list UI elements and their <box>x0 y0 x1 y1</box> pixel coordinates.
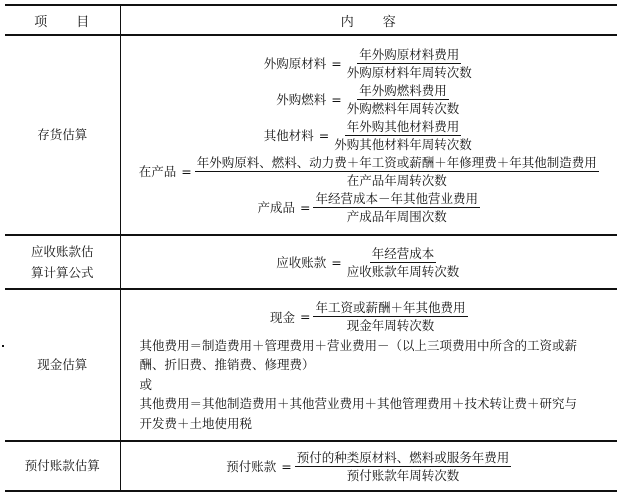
formula-other-material: 其他材料 = $\frac{\text{年外购其他材料费用}}{\text{外购其他材料年周转次数}}$ <box>263 118 472 152</box>
formula-fuel: 外购燃料 = $\frac{\text{年外购燃料费用}}{\text{外购燃料年周转次数}}$ <box>276 82 460 116</box>
formula-cash: 现金 = $\frac{\text{年工资或薪酬＋年其他费用}}{\text{现金年周转次数}}$ <box>269 300 466 334</box>
formula-work-in-process: 在产品 = $\frac{\text{年外购原料、燃料、动力费＋年工资或薪酬＋年修理费＋年其他制造费用}}{\text{在产品年周转次数}}$ <box>138 154 597 188</box>
content-prepayment <box>120 441 617 491</box>
row-prepayment <box>5 441 617 491</box>
header-content: 内 容 <box>120 5 617 35</box>
formula-finished-goods: 产成品 = $\frac{\text{年经营成本－年其他营业费用}}{\text{产成品年周围次数}}$ <box>257 190 478 224</box>
item-receivable: 应收账款估 算计算公式 <box>5 235 120 289</box>
row-cash <box>5 289 617 441</box>
cash-other-expense-text: 其他费用＝制造费用＋管理费用＋营业费用－（以上三项费用中所含的工资或薪 酬、折旧费、推销费、修理费） 或 其他费用＝其他制造费用＋其他营业费用＋其他管理费用＋技术转让费＋研究与 开发费＋土地使用税 <box>139 338 578 431</box>
formula-table <box>5 4 617 492</box>
scan-speck <box>2 345 4 347</box>
formula-prepayment: 预付账款 = $\frac{\text{预付的种类原材料、燃料或服务年费用}}{\text{预付账款年周转次数}}$ <box>226 449 510 483</box>
content-cash <box>120 289 617 441</box>
item-prepayment: 预付账款估算 <box>5 441 120 491</box>
header-row <box>5 5 617 35</box>
header-item: 项 目 <box>5 5 120 35</box>
formula-raw-material: 外购原材料 = $\frac{\text{年外购原材料费用}}{\text{外购原材料年周转次数}}$ <box>263 46 472 80</box>
content-receivable <box>120 235 617 289</box>
content-inventory <box>120 35 617 235</box>
item-inventory: 存货估算 <box>5 35 120 235</box>
formula-receivable: 应收账款 = $\frac{\text{年经营成本}}{\text{应收账款年周转次数}}$ <box>276 245 460 279</box>
row-receivable <box>5 235 617 289</box>
item-cash: 现金估算 <box>5 289 120 441</box>
row-inventory <box>5 35 617 235</box>
